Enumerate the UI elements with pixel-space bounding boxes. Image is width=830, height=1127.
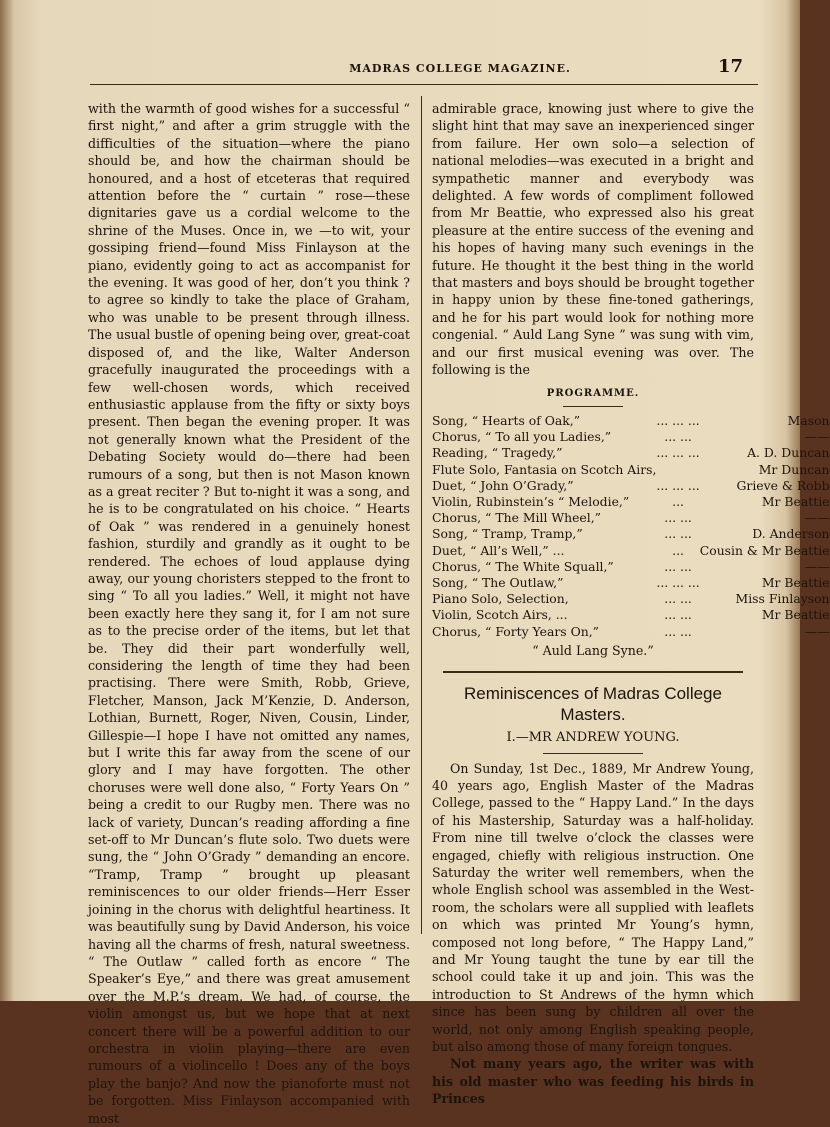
programme-leader: ... ... ... bbox=[656, 477, 700, 493]
programme-table bbox=[432, 413, 830, 640]
concert-report-continued: admirable grace, knowing just where to give the slight hint that may save an inexperienced singer from failure. Her own solo—a selection of national melodies—was executed in a bright and sympathetic manner and everybody was delighted. A few words of compliment followed from Mr Beattie, who expressed also his great pleasure at the entire success of the evening and his hopes of having many such evenings in the future. He thought it the best thing in the world that masters and boys should be brought together in happy union by these fine-toned gatherings, and he for his part would look for nothing more congenial. “ Auld Lang Syne ” was sung with vim, and our first musical evening was over. The following is the bbox=[432, 101, 754, 378]
section-subtitle: I.—MR ANDREW YOUNG. bbox=[506, 730, 680, 746]
programme-row bbox=[432, 543, 830, 559]
programme-item: Song, “ The Outlaw,” bbox=[432, 574, 564, 590]
section-rule bbox=[443, 671, 743, 673]
programme-performer: Grieve & Robb bbox=[736, 477, 830, 493]
programme-row bbox=[432, 526, 830, 542]
programme-leader: ... ... bbox=[664, 510, 692, 526]
programme-item: Chorus, “ The Mill Wheel,” bbox=[432, 510, 601, 526]
programme-performer: Mr Beattie bbox=[761, 574, 830, 590]
programme-item: Piano Solo, Selection, bbox=[432, 591, 569, 607]
programme-leader: ... bbox=[672, 493, 684, 509]
programme-row bbox=[432, 575, 830, 591]
programme-performer: —— bbox=[804, 510, 830, 526]
page-number: 17 bbox=[718, 56, 744, 77]
programme-item: Flute Solo, Fantasia on Scotch Airs, bbox=[432, 461, 657, 477]
programme-leader: ... ... bbox=[664, 607, 692, 623]
programme-item: Song, “ Hearts of Oak,” bbox=[432, 412, 581, 428]
programme-heading: PROGRAMME. bbox=[546, 387, 640, 399]
programme-row bbox=[432, 510, 830, 526]
programme-performer: Mr Duncan bbox=[758, 461, 830, 477]
programme-performer: Mr Beattie bbox=[761, 493, 830, 509]
programme-item: Violin, Scotch Airs, ... bbox=[432, 607, 568, 623]
programme-row bbox=[432, 462, 830, 478]
programme-row bbox=[432, 445, 830, 461]
programme-row bbox=[432, 429, 830, 445]
programme-leader: ... ... bbox=[664, 623, 692, 639]
programme-row bbox=[432, 494, 830, 510]
programme-item: Chorus, “ To all you Ladies,” bbox=[432, 429, 612, 445]
programme-row bbox=[432, 607, 830, 623]
programme-leader: ... ... ... bbox=[656, 445, 700, 461]
programme-performer: D. Anderson bbox=[752, 526, 830, 542]
programme-performer: —— bbox=[804, 429, 830, 445]
reminiscence-paragraph-1: On Sunday, 1st Dec., 1889, Mr Andrew Young, 40 years ago, English Master of the Madras College, passed to the “ Happy Land.” In the days of his Mastership, Saturday was a half-holiday. From nine till twelve o’clock the classes were engaged, chiefly with religious instruction. One Saturday the writer well remembers, when the whole English school was assembled in the West-room, the scholars were all supplied with leaflets on which was printed Mr Young’s hymn, composed not long before, “ The Happy Land,” and Mr Young taught the tune by ear till the school could take it up and join. This was the introduction to St Andrews of the hymn which since has been sung by children all over the world, not only among English speaking people, but also among those of many foreign tongues. bbox=[432, 760, 754, 1055]
programme-performer: —— bbox=[804, 558, 830, 574]
left-column bbox=[88, 100, 410, 1127]
reminiscence-paragraph-2: Not many years ago, the writer was with his old master who was feeding his birds in Princes bbox=[432, 1056, 754, 1107]
programme-leader: ... ... bbox=[664, 526, 692, 542]
programme-row bbox=[432, 591, 830, 607]
programme-leader: ... ... ... bbox=[656, 412, 700, 428]
section-title: Reminiscences of Madras College Masters. bbox=[464, 684, 722, 725]
programme-leader bbox=[656, 462, 699, 478]
programme-leader: ... ... bbox=[664, 429, 692, 445]
column-divider bbox=[421, 96, 422, 934]
programme-item: Duet, “ John O’Grady,” bbox=[432, 477, 574, 493]
programme-leader: ... bbox=[672, 542, 684, 558]
programme-closing: “ Auld Lang Syne.” bbox=[532, 642, 654, 658]
programme-row bbox=[432, 478, 830, 494]
right-column bbox=[432, 100, 830, 1108]
subtitle-rule bbox=[543, 753, 643, 754]
programme-performer: Mr Beattie bbox=[761, 607, 830, 623]
programme-item: Reading, “ Tragedy,” bbox=[432, 445, 563, 461]
programme-item: Chorus, “ The White Squall,” bbox=[432, 558, 614, 574]
programme-row bbox=[432, 413, 830, 429]
programme-item: Violin, Rubinstein’s “ Melodie,” bbox=[432, 493, 630, 509]
programme-row bbox=[432, 559, 830, 575]
concert-report-text: with the warmth of good wishes for a successful “ first night,” and after a grim struggle with the difficulties of the situation—where the piano should be, and how the chairman should be honoured, and a host of etceteras that required attention before the “ curtain ” rose—these dignitaries gave us a cordial welcome to the shrine of the Muses. Once in, we —to wit, your gossiping friend—found Miss Finlayson at the piano, evidently going to act as accompanist for the evening. It was good of her, don’t you think ? to agree so kindly to take the place of Graham, who was unable to be present through illness. The usual bustle of opening being over, great-coat disposed of, and the like, Walter Anderson gracefully inaugurated the proceedings with a few well-chosen words, which received enthusiastic applause from the fifty or sixty boys present. Then began the evening proper. It was not generally known what the President of the Debating Society would do—there had been rumours of a song, but then is not Mason known as a great reciter ? But to-night it was a song, and he is to be congratulated on his choice. “ Hearts of Oak ” was rendered in a genuinely honest fashion, sturdily and grandly as it ought to be rendered. The echoes of loud applause dying away, our young choristers stepped to the front to sing “ To all you ladies.” Well, it might not have been exactly here they sang it, for I am not sure as to the precise order of the items, but let that be. They did their part wonderfully well, considering the length of time they had been practising. There were Smith, Robb, Grieve, Fletcher, Manson, Jack M’Kenzie, D. Anderson, Lothian, Burnett, Roger, Niven, Cousin, Linder, Gillespie—I hope I have not omitted any names, but I write this far away from the scene of our glory and I may have forgotten. The other choruses were well done also, “ Forty Years On ” being a credit to our Rugby men. There was no lack of variety, Duncan’s reading affording a fine set-off to Mr Duncan’s flute solo. Two duets were sung, the “ John O’Grady ” demanding an encore. “Tramp, Tramp ” brought up pleasant reminiscences to our older friends—Herr Esser joining in the chorus with delightful heartiness. It was beautifully sung by David Anderson, his voice having all the charms of fresh, natural sweetness. “ The Outlaw ” called forth as encore “ The Speaker’s Eye,” and there was great amusement over the M.P.’s dream. We had, of course, the violin amongst us, but we hope that at next concert there will be a powerful addition to our orchestra in violin playing—there are even rumours of a violincello ! Does any of the boys play the banjo? And now the pianoforte must not be forgotten. Miss Finlayson accompanied with most bbox=[88, 101, 410, 1126]
running-header: MADRAS COLLEGE MAGAZINE. bbox=[349, 62, 571, 75]
programme-item: Chorus, “ Forty Years On,” bbox=[432, 623, 600, 639]
header-rule bbox=[90, 84, 758, 85]
programme-leader: ... ... bbox=[664, 558, 692, 574]
programme-leader: ... ... ... bbox=[656, 574, 700, 590]
programme-performer: Mason bbox=[787, 412, 830, 428]
programme-leader: ... ... bbox=[664, 591, 692, 607]
programme-row bbox=[432, 624, 830, 640]
programme-item: Song, “ Tramp, Tramp,” bbox=[432, 526, 583, 542]
programme-performer: Miss Finlayson bbox=[735, 591, 830, 607]
programme-rule bbox=[563, 406, 623, 407]
programme-performer: —— bbox=[804, 623, 830, 639]
programme-performer: A. D. Duncan bbox=[747, 445, 830, 461]
programme-performer: Cousin & Mr Beattie bbox=[699, 542, 830, 558]
programme-item: Duet, “ All’s Well,” ... bbox=[432, 542, 565, 558]
